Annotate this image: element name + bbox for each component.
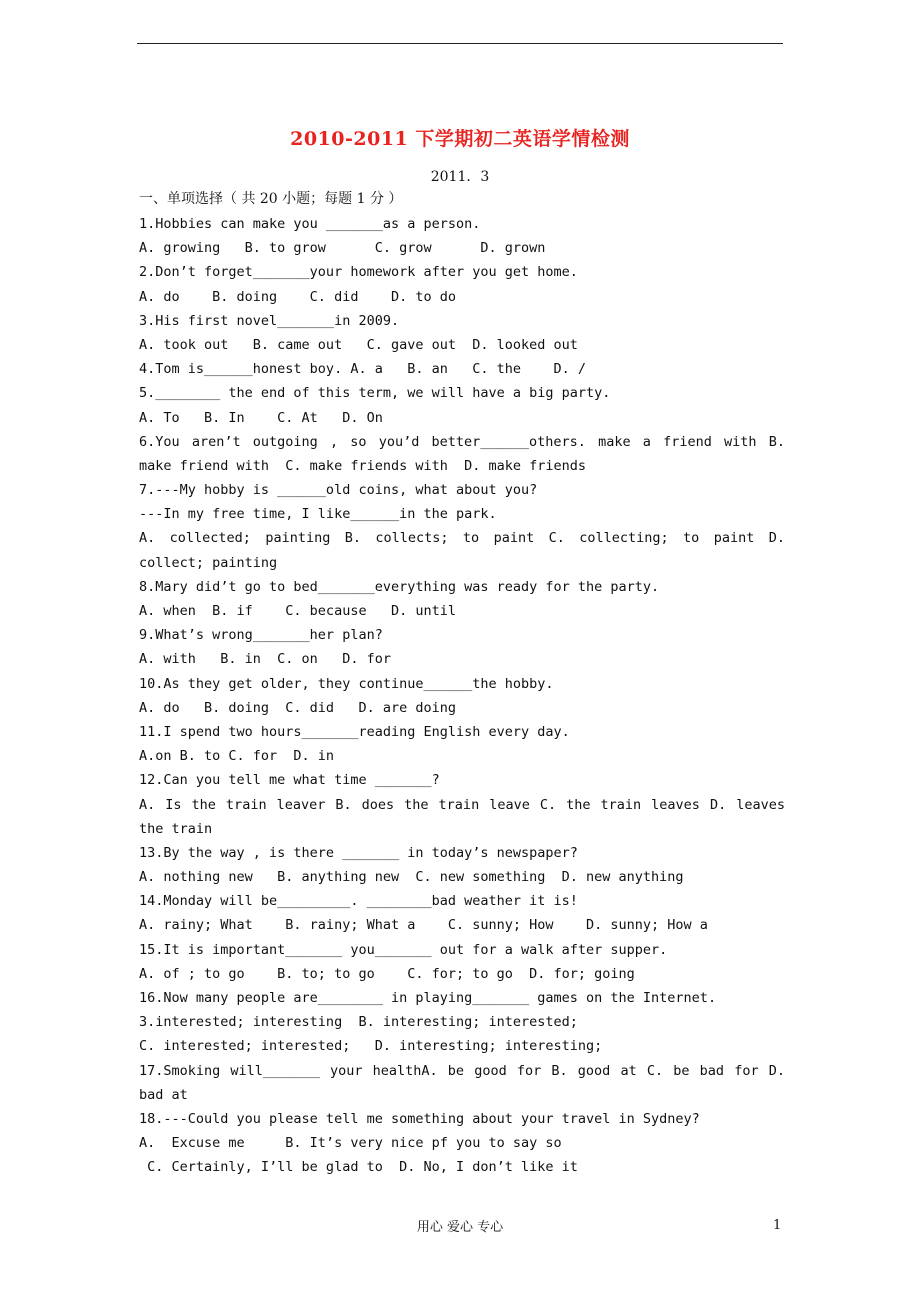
question-line: 5.________ the end of this term, we will have a big party. xyxy=(139,385,611,402)
footer-motto: 用心 爱心 专心 xyxy=(416,1220,504,1235)
options-line: A.on B. to C. for D. in xyxy=(139,748,335,765)
question-line: 8.Mary did’t go to bed_______everything was ready for the party. xyxy=(139,578,660,595)
question-line: 1.Hobbies can make you _______as a person. xyxy=(139,216,481,232)
options-line: A. took out B. came out C. gave out D. looked out xyxy=(139,336,578,353)
options-line: A. with B. in C. on D. for xyxy=(139,651,391,668)
question-line: 16.Now many people are________ in playing_______ games on the Internet. xyxy=(139,990,717,1006)
options-line: A. Excuse me B. It’s very nice pf you to say so xyxy=(139,1135,562,1152)
question-line: 3.His first novel_______in 2009. xyxy=(139,312,400,329)
question-line: 12.Can you tell me what time _______? xyxy=(139,772,440,789)
page-title: 2010-2011 下学期初二英语学情检测 xyxy=(290,128,630,150)
options-line: A. growing B. to grow C. grow D. grown xyxy=(139,240,546,257)
question-line: 17.Smoking will_______ your healthA. be good for B. good at C. be bad for D. xyxy=(139,1062,785,1079)
options-line: A. when B. if C. because D. until xyxy=(139,603,456,619)
question-line: ---In my free time, I like______in the park. xyxy=(139,506,497,523)
options-line: 3.interested; interesting B. interesting; interested; xyxy=(139,1014,578,1031)
options-line: C. interested; interested; D. interesting; interesting; xyxy=(139,1038,603,1055)
question-line: 13.By the way , is there _______ in today’s newspaper? xyxy=(139,844,578,861)
page-number: 1 xyxy=(773,1218,782,1233)
options-line: C. Certainly, I’ll be glad to D. No, I don’t like it xyxy=(139,1159,578,1176)
exam-date: 2011．3 xyxy=(430,169,490,185)
options-line: A. nothing new B. anything new C. new something D. new anything xyxy=(139,869,684,886)
header-rule xyxy=(137,43,783,44)
question-line: 14.Monday will be_________. ________bad weather it is! xyxy=(139,893,578,910)
options-line: A. do B. doing C. did D. to do xyxy=(139,288,456,305)
options-line: collect; painting xyxy=(139,554,278,571)
question-line: 10.As they get older, they continue______the hobby. xyxy=(139,675,554,692)
options-line: the train xyxy=(139,820,213,837)
options-line: A. collected; painting B. collects; to paint C. collecting; to paint D. xyxy=(139,530,785,547)
options-line: A. rainy; What B. rainy; What a C. sunny; How D. sunny; How a xyxy=(139,917,708,934)
question-list xyxy=(139,212,785,1180)
question-line: 9.What’s wrong_______her plan? xyxy=(139,627,383,644)
question-line: 18.---Could you please tell me something about your travel in Sydney? xyxy=(139,1110,700,1127)
question-line: 15.It is important_______ you_______ out for a walk after supper. xyxy=(139,941,668,958)
section-heading: 一、单项选择（ 共 20 小题；每题 1 分 ） xyxy=(139,191,403,207)
options-line: A. of ; to go B. to; to go C. for; to go D. for; going xyxy=(139,965,635,982)
options-line: A. Is the train leaver B. does the train leave C. the train leaves D. leaves xyxy=(139,796,785,813)
question-line: 6.You aren’t outgoing , so you’d better______others. make a friend with B. xyxy=(139,433,785,450)
question-line: 4.Tom is______honest boy. A. a B. an C. the D. / xyxy=(139,361,587,378)
options-line: bad at xyxy=(139,1086,188,1103)
question-line: 11.I spend two hours_______reading English every day. xyxy=(139,723,570,740)
question-line: 2.Don’t forget_______your homework after you get home. xyxy=(139,264,578,281)
options-line: A. To B. In C. At D. On xyxy=(139,409,383,426)
options-line: make friend with C. make friends with D. make friends xyxy=(139,457,587,474)
question-line: 7.---My hobby is ______old coins, what about you? xyxy=(139,482,538,499)
options-line: A. do B. doing C. did D. are doing xyxy=(139,699,456,716)
